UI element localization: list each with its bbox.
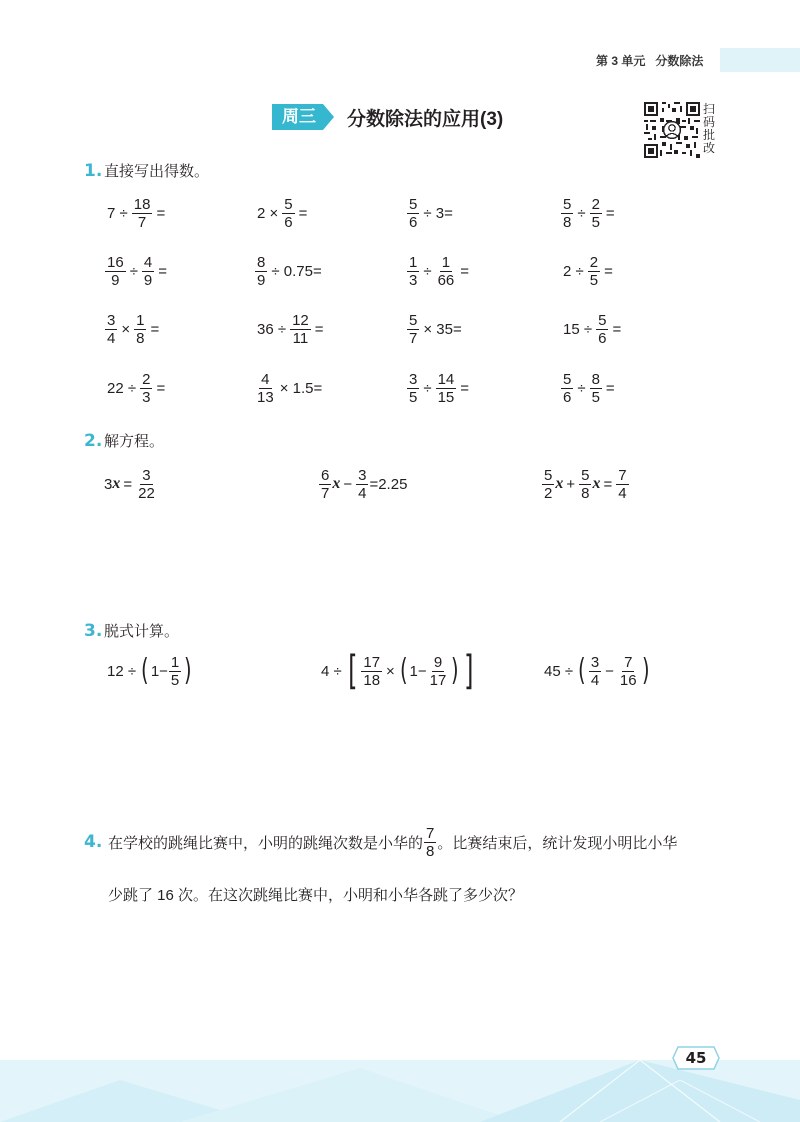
numerator: 16	[107, 253, 124, 271]
expr-text: 2 ×	[257, 204, 279, 222]
fraction	[590, 196, 602, 231]
fraction	[290, 312, 311, 347]
expr-text: =	[158, 262, 168, 280]
q4-text-part-2: 。比赛结束后，统计发现小明比小华	[437, 834, 678, 852]
variable-x: x	[332, 475, 341, 492]
q4-line-1	[84, 820, 734, 864]
expr-text: =	[605, 379, 615, 397]
expr-text: 36 ÷	[257, 320, 287, 338]
q1-heading	[84, 160, 209, 181]
fraction	[142, 254, 154, 289]
numerator: 1	[170, 653, 180, 671]
unit-label	[596, 52, 703, 69]
numerator: 3	[590, 653, 600, 671]
q1-item-12	[560, 309, 624, 349]
fraction	[282, 196, 294, 231]
q3-expression-1	[104, 651, 194, 691]
left-paren: (	[399, 653, 408, 688]
numerator: 5	[563, 370, 572, 388]
fraction	[436, 254, 457, 289]
q1-title: 直接写出得数。	[104, 163, 210, 180]
fraction	[589, 654, 601, 689]
fraction	[105, 254, 126, 289]
fraction	[436, 371, 457, 406]
numerator: 2	[142, 370, 151, 388]
denominator: 5	[170, 671, 180, 689]
denominator: 18	[363, 671, 381, 689]
fraction	[407, 371, 419, 406]
q3-number: 3.	[84, 621, 103, 641]
coefficient: 3	[104, 475, 113, 493]
q2-heading	[84, 430, 164, 451]
numerator: 3	[409, 370, 418, 388]
operator: +	[566, 475, 576, 493]
left-paren: (	[141, 653, 149, 688]
operator: ×	[386, 662, 395, 680]
q1-item-13	[104, 368, 168, 408]
numerator: 5	[409, 311, 418, 329]
fraction	[255, 254, 267, 289]
operator: −	[343, 475, 353, 493]
operator: ÷	[129, 262, 138, 280]
denominator: 5	[589, 271, 599, 289]
day-badge: 周三	[272, 104, 323, 130]
fraction	[255, 371, 276, 406]
fraction	[407, 196, 419, 231]
variable-x: x	[592, 475, 601, 492]
q1-item-3	[406, 193, 456, 233]
q1-item-15	[406, 368, 472, 408]
denominator: 4	[358, 484, 367, 502]
fraction	[134, 312, 146, 347]
q3-title: 脱式计算。	[104, 623, 180, 640]
q3-expression-3	[541, 651, 651, 691]
fraction	[319, 467, 331, 502]
q2-equation-1	[104, 464, 158, 504]
fraction	[140, 371, 152, 406]
unit-topic: 分数除法	[655, 54, 704, 68]
numerator: 5	[563, 195, 572, 213]
q1-item-1	[104, 193, 168, 233]
right-paren: )	[451, 653, 459, 688]
denominator: 8	[581, 484, 590, 502]
denominator: 16	[619, 671, 637, 689]
denominator: 5	[409, 388, 418, 406]
fraction	[132, 196, 153, 231]
numerator: 2	[589, 253, 599, 271]
operator: −	[605, 662, 614, 680]
denominator: 9	[143, 271, 153, 289]
equals: =	[603, 475, 613, 493]
fraction	[596, 312, 608, 347]
fraction	[424, 825, 436, 860]
denominator: 4	[590, 671, 600, 689]
numerator: 7	[426, 824, 435, 842]
expr-text: 45 ÷	[544, 662, 574, 680]
title-bar	[272, 102, 503, 132]
denominator: 66	[437, 271, 455, 289]
header-band	[720, 48, 800, 72]
fraction	[428, 654, 449, 689]
denominator: 6	[563, 388, 572, 406]
denominator: 9	[111, 271, 120, 289]
page-title: 分数除法的应用(3)	[347, 108, 504, 130]
operator: ×	[121, 320, 131, 338]
q1-item-16	[560, 368, 618, 408]
operator: ÷	[577, 379, 586, 397]
expr-text: =	[605, 204, 615, 222]
right-paren: )	[184, 653, 192, 688]
qr-label: 扫码批改	[703, 102, 716, 155]
numerator: 4	[261, 370, 270, 388]
denominator: 5	[591, 213, 600, 231]
expr-text: 1−	[409, 662, 427, 680]
fraction	[407, 254, 419, 289]
expr-text: =	[604, 262, 613, 280]
operator: ÷	[577, 204, 586, 222]
fraction	[356, 467, 368, 502]
fraction	[105, 312, 117, 347]
expr-text: 7 ÷	[107, 204, 128, 222]
denominator: 7	[321, 484, 330, 502]
q3-heading	[84, 620, 179, 641]
expr-text: =	[460, 379, 470, 397]
denominator: 9	[257, 271, 266, 289]
fraction	[616, 467, 628, 502]
numerator: 8	[591, 370, 600, 388]
fraction	[407, 312, 419, 347]
fraction	[590, 371, 602, 406]
numerator: 5	[409, 195, 418, 213]
q4-text-part-1: 在学校的跳绳比赛中，小明的跳绳次数是小华的	[108, 834, 424, 852]
denominator: 17	[429, 671, 447, 689]
denominator: 2	[544, 484, 553, 502]
denominator: 6	[284, 213, 293, 231]
variable-x: x	[112, 475, 121, 492]
q1-item-9	[104, 309, 162, 349]
q1-item-8	[560, 251, 616, 291]
expr-text: × 1.5=	[279, 379, 323, 397]
expr-text: =	[460, 262, 470, 280]
expr-text: =	[156, 204, 166, 222]
expr-text: ÷ 3=	[423, 204, 453, 222]
right-paren: )	[641, 653, 650, 688]
q1-item-5	[104, 251, 170, 291]
fraction	[588, 254, 600, 289]
denominator: 15	[437, 388, 455, 406]
fraction	[561, 196, 573, 231]
denominator: 4	[618, 484, 627, 502]
denominator: 7	[137, 213, 147, 231]
denominator: 11	[292, 329, 309, 347]
right-bracket: ]	[464, 648, 474, 694]
numerator: 2	[591, 195, 600, 213]
q1-item-6	[254, 251, 325, 291]
numerator: 17	[363, 653, 381, 671]
q1-item-4	[560, 193, 618, 233]
denominator: 5	[591, 388, 600, 406]
expr-text: =	[314, 320, 324, 338]
expr-text: =	[612, 320, 622, 338]
numerator: 8	[257, 253, 266, 271]
expr-text: 2 ÷	[563, 262, 584, 280]
q1-item-14	[254, 368, 325, 408]
numerator: 5	[284, 195, 293, 213]
numerator: 3	[142, 466, 151, 484]
numerator: 14	[437, 370, 455, 388]
fraction	[542, 467, 554, 502]
page-number: 45	[685, 1049, 707, 1067]
denominator: 4	[107, 329, 116, 347]
fraction	[579, 467, 591, 502]
denominator: 3	[409, 271, 418, 289]
fraction	[169, 654, 181, 689]
operator: ÷	[423, 379, 432, 397]
fraction	[618, 654, 639, 689]
q1-item-11	[406, 309, 465, 349]
numerator: 12	[292, 311, 309, 329]
q3-expression-2	[318, 648, 477, 694]
q2-number: 2.	[84, 431, 103, 451]
denominator: 13	[257, 388, 274, 406]
expr-text: ÷ 0.75=	[271, 262, 322, 280]
denominator: 6	[598, 329, 607, 347]
q4-word-problem	[84, 820, 734, 904]
denominator: 7	[409, 329, 418, 347]
q1-item-10	[254, 309, 327, 349]
numerator: 18	[133, 195, 151, 213]
unit-number: 第 3 单元	[596, 54, 646, 68]
denominator: 8	[563, 213, 572, 231]
numerator: 5	[581, 466, 590, 484]
denominator: 22	[138, 484, 155, 502]
expr-text: 1−	[150, 662, 168, 680]
variable-x: x	[555, 475, 564, 492]
left-paren: (	[578, 653, 586, 688]
numerator: 7	[624, 653, 633, 671]
qr-code-icon[interactable]	[644, 102, 700, 158]
expr-text: =	[298, 204, 308, 222]
denominator: 8	[426, 842, 435, 860]
numerator: 3	[358, 466, 367, 484]
numerator: 7	[618, 466, 627, 484]
q4-line-2: 少跳了 16 次。在这次跳绳比赛中，小明和小华各跳了多少次？	[108, 887, 524, 904]
expr-text: =	[156, 379, 166, 397]
expr-text: 12 ÷	[107, 662, 137, 680]
expr-text: 22 ÷	[107, 379, 137, 397]
numerator: 4	[143, 253, 153, 271]
q1-number: 1.	[84, 161, 103, 181]
q4-number: 4.	[84, 832, 103, 852]
numerator: 5	[598, 311, 607, 329]
equals: =	[123, 475, 133, 493]
q1-item-7	[406, 251, 472, 291]
q1-item-2	[254, 193, 310, 233]
numerator: 9	[433, 653, 443, 671]
numerator: 1	[136, 311, 145, 329]
q2-equation-3	[541, 464, 630, 504]
q2-title: 解方程。	[104, 433, 165, 450]
numerator: 1	[441, 253, 451, 271]
numerator: 3	[107, 311, 116, 329]
fraction	[361, 654, 382, 689]
q2-equation-2	[318, 464, 407, 504]
expr-text: =	[150, 320, 160, 338]
expr-text: × 35=	[423, 320, 462, 338]
fraction	[561, 371, 573, 406]
expr-text: 4 ÷	[321, 662, 342, 680]
denominator: 8	[136, 329, 145, 347]
numerator: 6	[321, 466, 330, 484]
operator: ÷	[423, 262, 432, 280]
expr-text: =2.25	[369, 475, 408, 493]
denominator: 6	[409, 213, 418, 231]
numerator: 1	[409, 253, 418, 271]
expr-text: 15 ÷	[563, 320, 593, 338]
left-bracket: [	[347, 648, 358, 694]
numerator: 5	[544, 466, 553, 484]
denominator: 3	[142, 388, 151, 406]
fraction	[136, 467, 157, 502]
